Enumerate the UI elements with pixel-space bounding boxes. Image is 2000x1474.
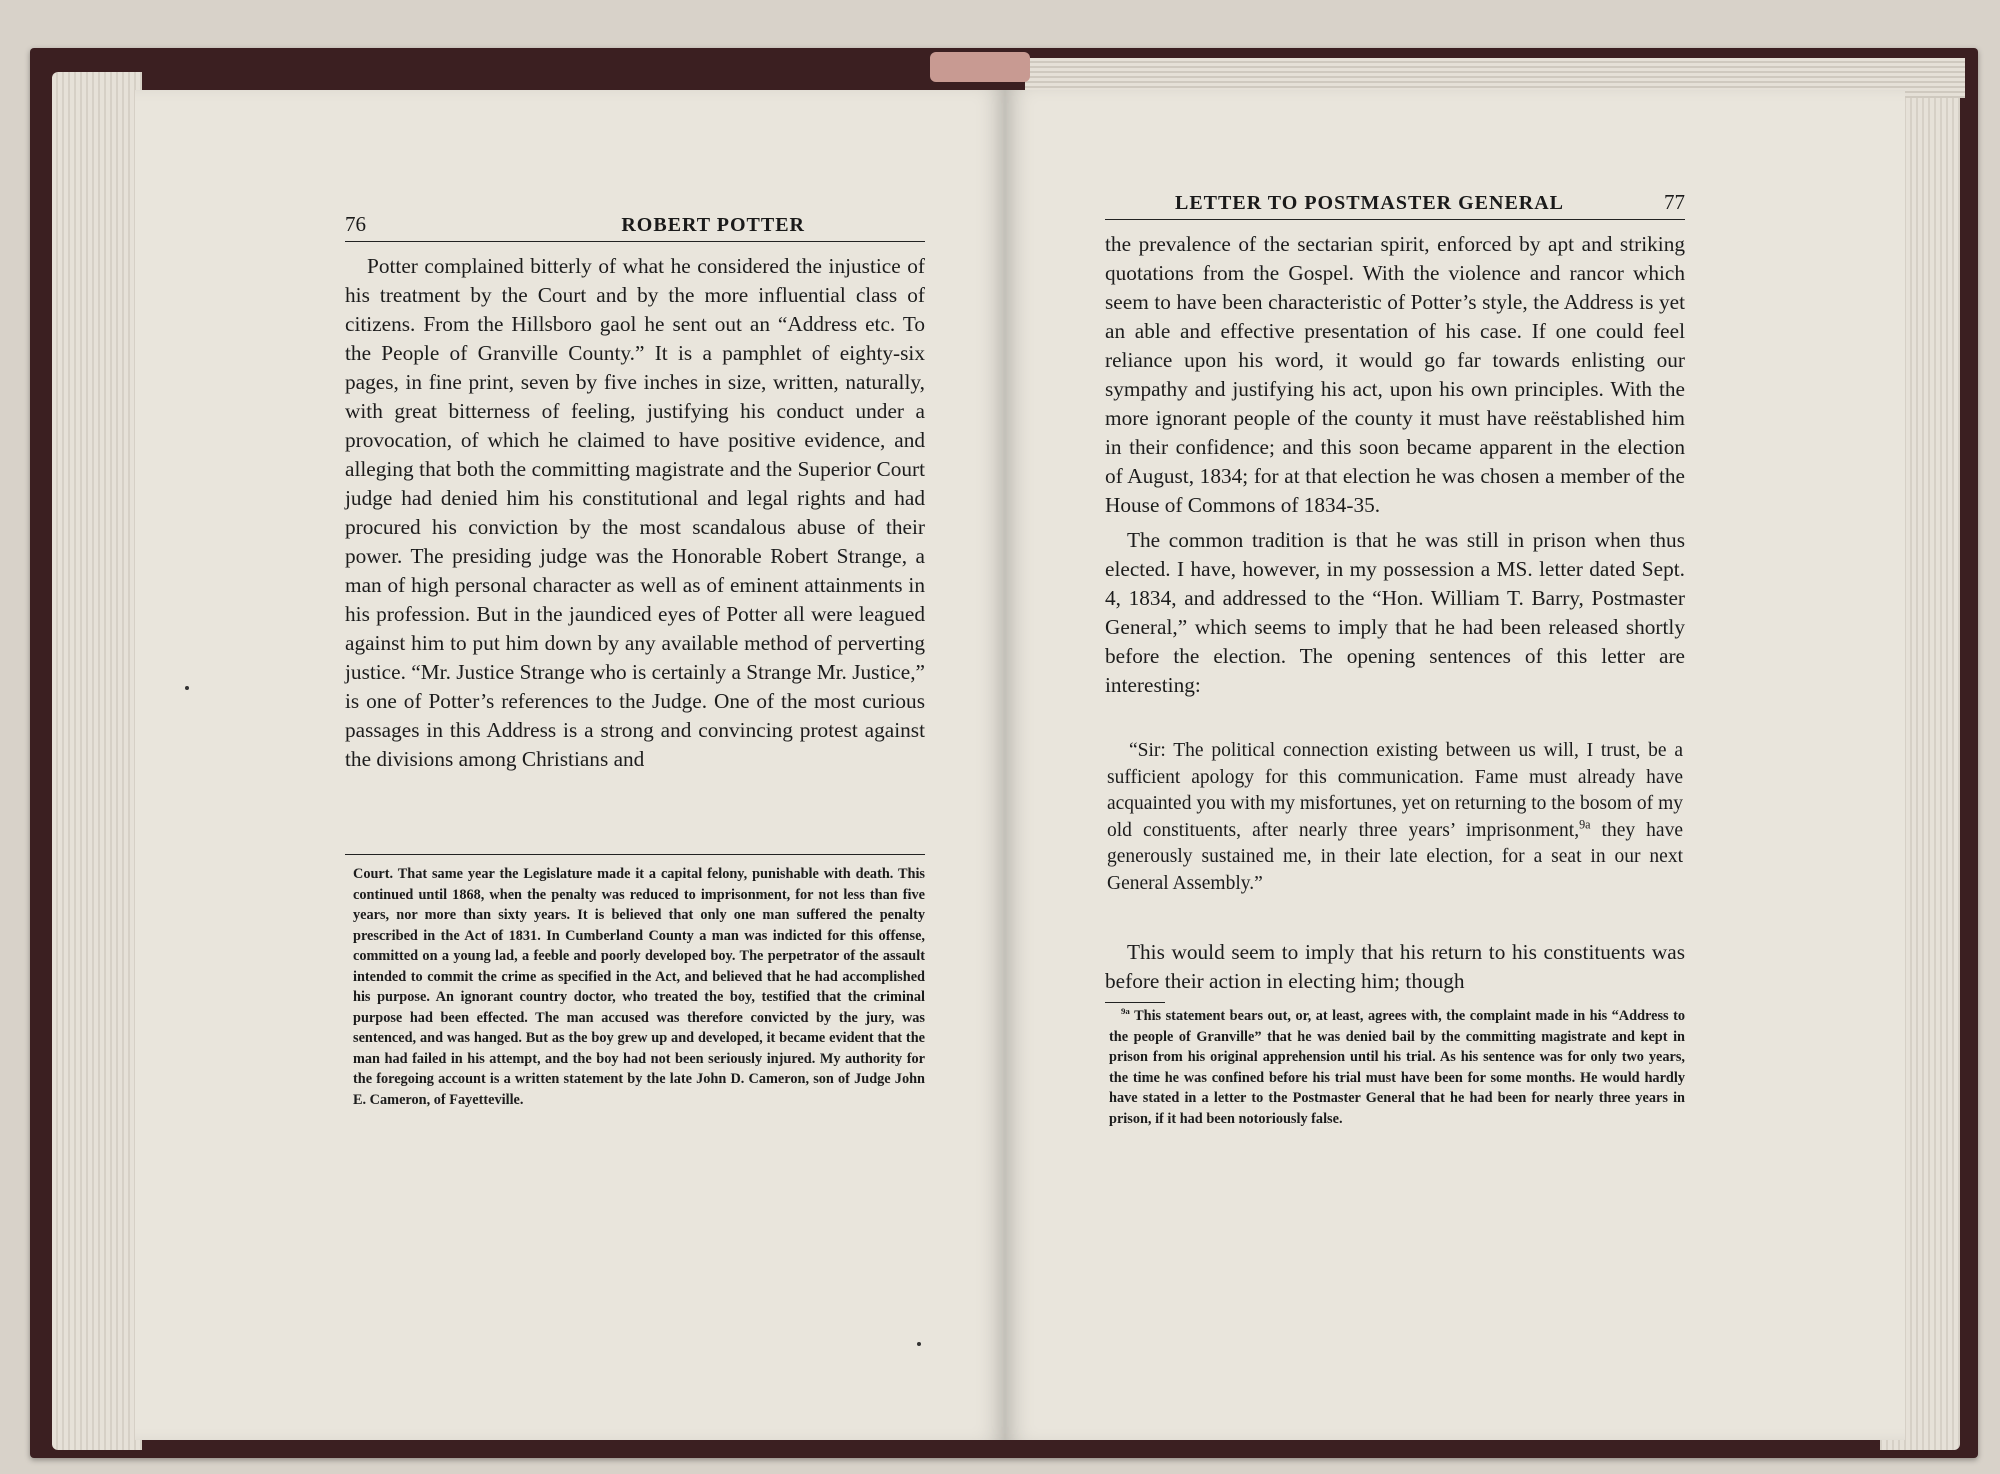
left-footnote — [353, 864, 925, 1110]
left-body-text — [345, 252, 925, 774]
ink-speck — [185, 686, 189, 690]
spine-headband — [930, 52, 1030, 82]
page-number: 77 — [1664, 190, 1685, 214]
running-head-title: ROBERT POTTER — [621, 214, 805, 236]
paragraph: This would seem to imply that his return to his constituents was before their action in electing him; though — [1105, 940, 1685, 993]
paragraph: The common tradition is that he was still in prison when thus elected. I have, however, in my possession a MS. letter dated Sept. 4, 1834, and addressed to the “Hon. William T. Barry, Postmaster General,” which seems to imply that he had been released shortly before the election. The opening sentences of this letter are interesting: — [1105, 528, 1685, 697]
right-page — [1005, 90, 1905, 1440]
right-running-header — [1105, 190, 1685, 220]
paragraph: the prevalence of the sectarian spirit, enforced by apt and striking quotations from the Gospel. With the violence and rancor which seem to have been characteristic of Potter’s style, the Address is yet an able and effective presentation of his case. If one could feel reliance upon his word, it would go far towards enlisting our sympathy and justifying his act, upon his own principles. With the more ignorant people of the county it must have reëstablished him in their confidence; and this soon became apparent in the election of August, 1834; for at that election he was chosen a member of the House of Commons of 1834-35. — [1105, 232, 1685, 517]
footnote-text: This statement bears out, or, at least, agrees with, the complaint made in his “Address to the people of Granville” that he was denied bail by the committing magistrate and kept in prison from his original apprehension until his trial. As his sentence was for only two years, the time he was confined before his trial must have been for some months. He would hardly have stated in a letter to the Postmaster General that he had been for nearly three years in prison, if it had been notoriously false. — [1109, 1008, 1685, 1127]
footnote-paragraph — [1109, 1006, 1685, 1129]
right-footnote — [1109, 1006, 1685, 1129]
right-body-text-continued — [1105, 938, 1685, 996]
left-running-header — [345, 212, 925, 242]
footnote-rule — [345, 854, 925, 855]
footnote-marker: 9a — [1121, 1006, 1130, 1017]
page-number: 76 — [345, 212, 366, 236]
page-edges-left — [52, 72, 142, 1450]
running-head-title: LETTER TO POSTMASTER GENERAL — [1175, 192, 1565, 214]
paragraph: Potter complained bitterly of what he considered the injustice of his treatment by the Court and by the more influential class of citizens. From the Hillsboro gaol he sent out an “Address etc. To the People of Granville County.” It is a pamphlet of eighty-six pages, in fine print, seven by five inches in size, written, naturally, with great bitterness of feeling, justifying his conduct under a provocation, of which he claimed to have positive evidence, and alleging that both the committing magistrate and the Superior Court judge had denied him his constitutional and legal rights and had procured his conviction by the most scandalous abuse of their power. The presiding judge was the Honorable Robert Strange, a man of high personal character as well as of eminent attainments in his profession. But in the jaundiced eyes of Potter all were leagued against him to put him down by any available method of perverting justice. “Mr. Justice Strange who is certainly a Strange Mr. Justice,” is one of Potter’s references to the Judge. One of the most curious passages in this Address is a strong and convincing protest against the divisions among Christians and — [345, 254, 925, 771]
quote-text: “Sir: The political connection existing between us will, I trust, be a sufficient apology for this communication. Fame must already have acquainted you with my misfortunes, yet on returning to the bosom of my old constituents, after nearly three years’ imprisonment, — [1107, 740, 1683, 841]
ink-speck — [917, 1342, 921, 1346]
footnote-text: Court. That same year the Legislature made it a capital felony, punishable with death. This continued until 1868, when the penalty was reduced to imprisonment, for not less than five years, nor more than sixty years. It is believed that only one man suffered the penalty prescribed in the Act of 1831. In Cumberland County a man was indicted for this offense, committed on a young lad, a feeble and poorly developed boy. The perpetrator of the assault intended to commit the crime as specified in the Act, and believed that he had accomplished his purpose. An ignorant country doctor, who treated the boy, testified that the criminal purpose had been effected. The man accused was therefore convicted by the jury, was sentenced, and was hanged. But as the boy grew up and developed, it became evident that the man had failed in his attempt, and the boy had not been seriously injured. My authority for the foregoing account is a written statement by the late John D. Cameron, son of Judge John E. Cameron, of Fayetteville. — [353, 866, 925, 1108]
quote-paragraph — [1107, 738, 1683, 897]
left-page — [135, 90, 1005, 1440]
letter-quotation — [1107, 738, 1683, 897]
footnote-reference: 9a — [1579, 817, 1591, 831]
right-body-text — [1105, 230, 1685, 700]
footnote-rule — [1105, 1002, 1165, 1003]
quote-text: they have generously sustained me, in their late election, for a seat in our next General Assembly.” — [1107, 819, 1683, 894]
